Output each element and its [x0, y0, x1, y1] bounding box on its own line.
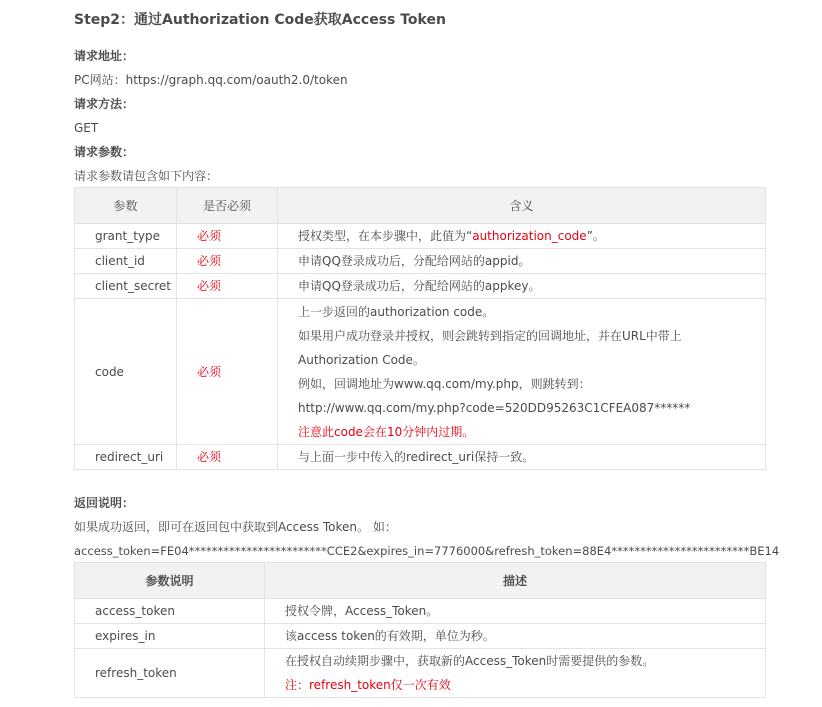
param-desc: [278, 224, 766, 249]
param-desc: 申请QQ登录成功后，分配给网站的appkey。: [278, 274, 766, 299]
header-param-desc: 参数说明: [75, 563, 265, 599]
desc-highlight: authorization_code: [472, 229, 587, 243]
table-row: [75, 445, 766, 470]
param-name: client_secret: [75, 274, 177, 299]
page-title: Step2：通过Authorization Code获取Access Token: [74, 12, 446, 28]
request-params-intro: 请求参数请包含如下内容：: [74, 169, 219, 183]
param-required: 必须: [177, 299, 278, 445]
table-row: [75, 599, 766, 624]
param-desc: 与上面一步中传入的redirect_uri保持一致。: [278, 445, 766, 470]
table-header-row: [75, 188, 766, 224]
header-required: 是否必须: [177, 188, 278, 224]
request-params-label: 请求参数：: [74, 145, 135, 159]
request-url-label: 请求地址：: [74, 49, 135, 63]
desc-note: 注：refresh_token仅一次有效: [285, 678, 451, 692]
param-required: 必须: [177, 274, 278, 299]
desc-line: 在授权自动续期步骤中，获取新的Access_Token时需要提供的参数。: [285, 654, 655, 668]
request-method-label: 请求方法：: [74, 97, 135, 111]
table-row: [75, 299, 766, 445]
param-desc: 授权令牌，Access_Token。: [265, 599, 766, 624]
param-name: code: [75, 299, 177, 445]
header-description: 描述: [265, 563, 766, 599]
param-required: 必须: [177, 249, 278, 274]
desc-text: 授权类型，在本步骤中，此值为“: [298, 229, 473, 243]
param-desc: [265, 649, 766, 698]
param-name: grant_type: [75, 224, 177, 249]
response-table: [74, 562, 766, 698]
desc-line: 如果用户成功登录并授权，则会跳转到指定的回调地址，并在URL中带上Authorization Code。: [298, 328, 682, 367]
param-desc: 申请QQ登录成功后，分配给网站的appid。: [278, 249, 766, 274]
desc-line: http://www.qq.com/my.php?code=520DD95263C1CFEA087******: [298, 400, 691, 415]
params-table: [74, 187, 766, 470]
table-row: [75, 224, 766, 249]
table-row: [75, 649, 766, 698]
table-row: [75, 274, 766, 299]
param-name: client_id: [75, 249, 177, 274]
param-desc: 该access token的有效期，单位为秒。: [265, 624, 766, 649]
header-param: 参数: [75, 188, 177, 224]
param-required: 必须: [177, 445, 278, 470]
request-method-value: GET: [74, 121, 99, 135]
desc-text-end: ”。: [586, 229, 605, 243]
response-label: 返回说明：: [74, 496, 135, 510]
table-row: [75, 249, 766, 274]
param-name: expires_in: [75, 624, 265, 649]
param-name: access_token: [75, 599, 265, 624]
response-intro: 如果成功返回，即可在返回包中获取到Access Token。 如：: [74, 520, 397, 534]
param-name: refresh_token: [75, 649, 265, 698]
response-example: access_token=FE04************************CCE2&expires_in=7776000&refresh_token=88E4************************BE14: [74, 544, 780, 558]
desc-note: 注意此code会在10分钟内过期。: [298, 424, 475, 439]
table-header-row: [75, 563, 766, 599]
desc-line: 上一步返回的authorization code。: [298, 304, 495, 319]
header-meaning: 含义: [278, 188, 766, 224]
request-url-value: PC网站：https://graph.qq.com/oauth2.0/token: [74, 73, 348, 87]
table-row: [75, 624, 766, 649]
desc-line: 例如，回调地址为www.qq.com/my.php，则跳转到：: [298, 376, 591, 391]
param-required: 必须: [177, 224, 278, 249]
param-desc: [278, 299, 766, 445]
param-name: redirect_uri: [75, 445, 177, 470]
